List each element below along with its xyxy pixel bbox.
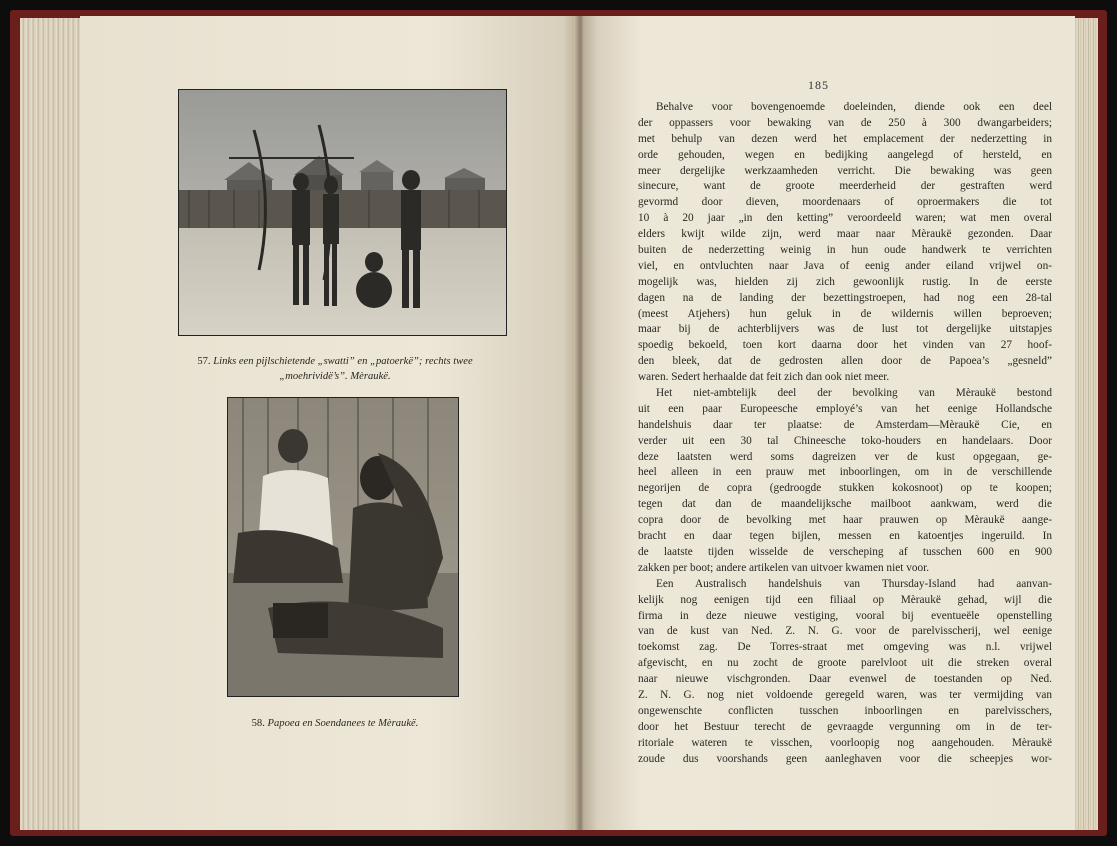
text-line: deze laatsten werd soms dagreizen ver de kust opgegaan, ge- [638,450,1052,463]
right-page [583,16,1075,830]
text-line: mogelijk was, hielden zij zich gewoonlijk rustig. In de eerste [638,275,1052,288]
text-line: ongewenschte conflicten tusschen inboorlingen en parelvisschers, [638,704,1052,717]
figure-57-caption-line-1: Links een pijlschietende „swatti” en „patoerkë”; rechts twee [213,356,473,367]
text-line: zoude dus voorshands geen aanleghaven voor die scheepjes wor- [638,752,1052,765]
text-line: den bleek, dat de gedrosten allen door de Papoea’s „gesneld” [638,355,1052,368]
text-line: Een Australisch handelshuis van Thursday-Island had aanvan- [656,577,1052,590]
text-line: verder uit een 30 tal Chineesche toko-houders en handelaars. Door [638,434,1052,447]
figure-58-number: 58. [251,718,265,729]
text-line: (meest Atjehers) hun geluk in de wildernis willen beproeven; [638,307,1052,320]
text-line: buiten de nederzetting weinig in hun oude handwerk te verrichten [638,244,1052,257]
text-line: spoedig bekoeld, toen kort daarna door het vinden van 27 hoof- [638,339,1052,352]
body-text [638,100,1052,767]
text-line: elders kwijt wilde zijn, werd maar naar Mèraukë gezonden. Daar [638,228,1052,241]
text-line: afgevischt, en nu zocht de groote parelvloot uit die streken overal [638,657,1052,670]
page-edges-left [20,18,82,830]
text-line: sinecure, want de groote meerderheid der gestraften werd [638,180,1052,193]
text-line: heel alleen in een prauw met inboorlingen, om in de verschillende [638,466,1052,479]
text-line: handelshuis daar ter plaatse: de Amsterdam—Mèraukë Cie, en [638,418,1052,431]
text-line: kelijk nog eenigen tijd een filiaal op Mèraukë gehad, wijl die [638,593,1052,606]
text-line: maar bij de achterblijvers was de lust tot dergelijke uitstapjes [638,323,1052,336]
text-line: waren. Sedert herhaalde dat feit zich dan ook niet meer. [638,371,890,384]
text-line: met behulp van dezen werd het emplacement der nederzetting in [638,132,1052,145]
text-line: der oppassers voor bewaking van de 250 à 300 dwangarbeiders; [638,116,1052,129]
text-line: meer dergelijke werkzaamheden verricht. Die bewaking was geen [638,164,1052,177]
text-line: Behalve voor bovengenoemde doeleinden, diende ook een deel [656,101,1052,113]
figure-57-caption [100,354,570,384]
page-edges-right [1074,18,1098,830]
figure-58-photo [227,397,459,697]
text-line: dagen na de landing der bezettingstroepen, had nog een 28-tal [638,291,1052,304]
text-line: bracht en daar tegen bijlen, messen en katoentjes ingeruild. In [638,530,1052,543]
text-line: 10 à 20 jaar „in den ketting” veroordeeld waren; wat men overal [638,212,1052,225]
text-line: naar nieuwe vischgronden. Daar evenwel de toestanden op Ned. [638,673,1052,686]
text-line: copra door de bevolking met haar prauwen op Mèraukë aange- [638,514,1052,527]
text-line: uit een paar Europeesche employé’s van het eenige Hollandsche [638,402,1052,415]
figure-57-caption-line-2: „moehrividë’s”. Mèraukë. [279,371,391,382]
text-line: gevormd door dieven, moordenaars of oproermakers die tot [638,196,1052,209]
figure-57-photo [178,89,507,336]
figure-57-number: 57. [197,356,211,367]
text-line: tegen dat dan de maandelijksche mailboot aankwam, werd die [638,498,1052,511]
figure-58-caption-text: Papoea en Soendanees te Mèraukë. [267,718,419,729]
text-line: de laatste tijden wisselde de verscheping af tusschen 600 en 900 [638,545,1052,558]
text-line: zakken per boot; andere artikelen van uitvoer kwamen niet voor. [638,561,930,574]
text-line: ritoriale wateren te visschen, voorloopig nog aangehouden. Mèraukë [638,736,1052,749]
figure-58-caption [100,716,570,731]
text-line: negorijen de copra (gedroogde stukken kokosnoot) op te koopen; [638,482,1052,495]
page-number: 185 [808,78,829,92]
left-page [80,16,578,830]
text-line: orde gehouden, wegen en bedijking aangelegd of hersteld, en [638,148,1052,161]
text-line: viel, en ontvluchten naar Java of eenig ander eiland vrijwel on- [638,259,1052,272]
text-line: Z. N. G. nog niet voldoende geregeld waren, was ter vermijding van [638,688,1052,701]
text-line: firma in deze nieuwe vestiging, vooral bij eventueële openstelling [638,609,1052,622]
text-line: toekomst zag. De Torres-straat met omgeving was n.l. vrijwel [638,641,1052,654]
text-line: door het Bestuur terecht de gevraagde vergunning om in de ter- [638,720,1052,733]
text-line: Het niet-ambtelijk deel der bevolking van Mèraukë bestond [656,387,1052,400]
text-line: van de kust van Ned. Z. N. G. voor de parelvisscherij, wel eenige [638,625,1052,638]
